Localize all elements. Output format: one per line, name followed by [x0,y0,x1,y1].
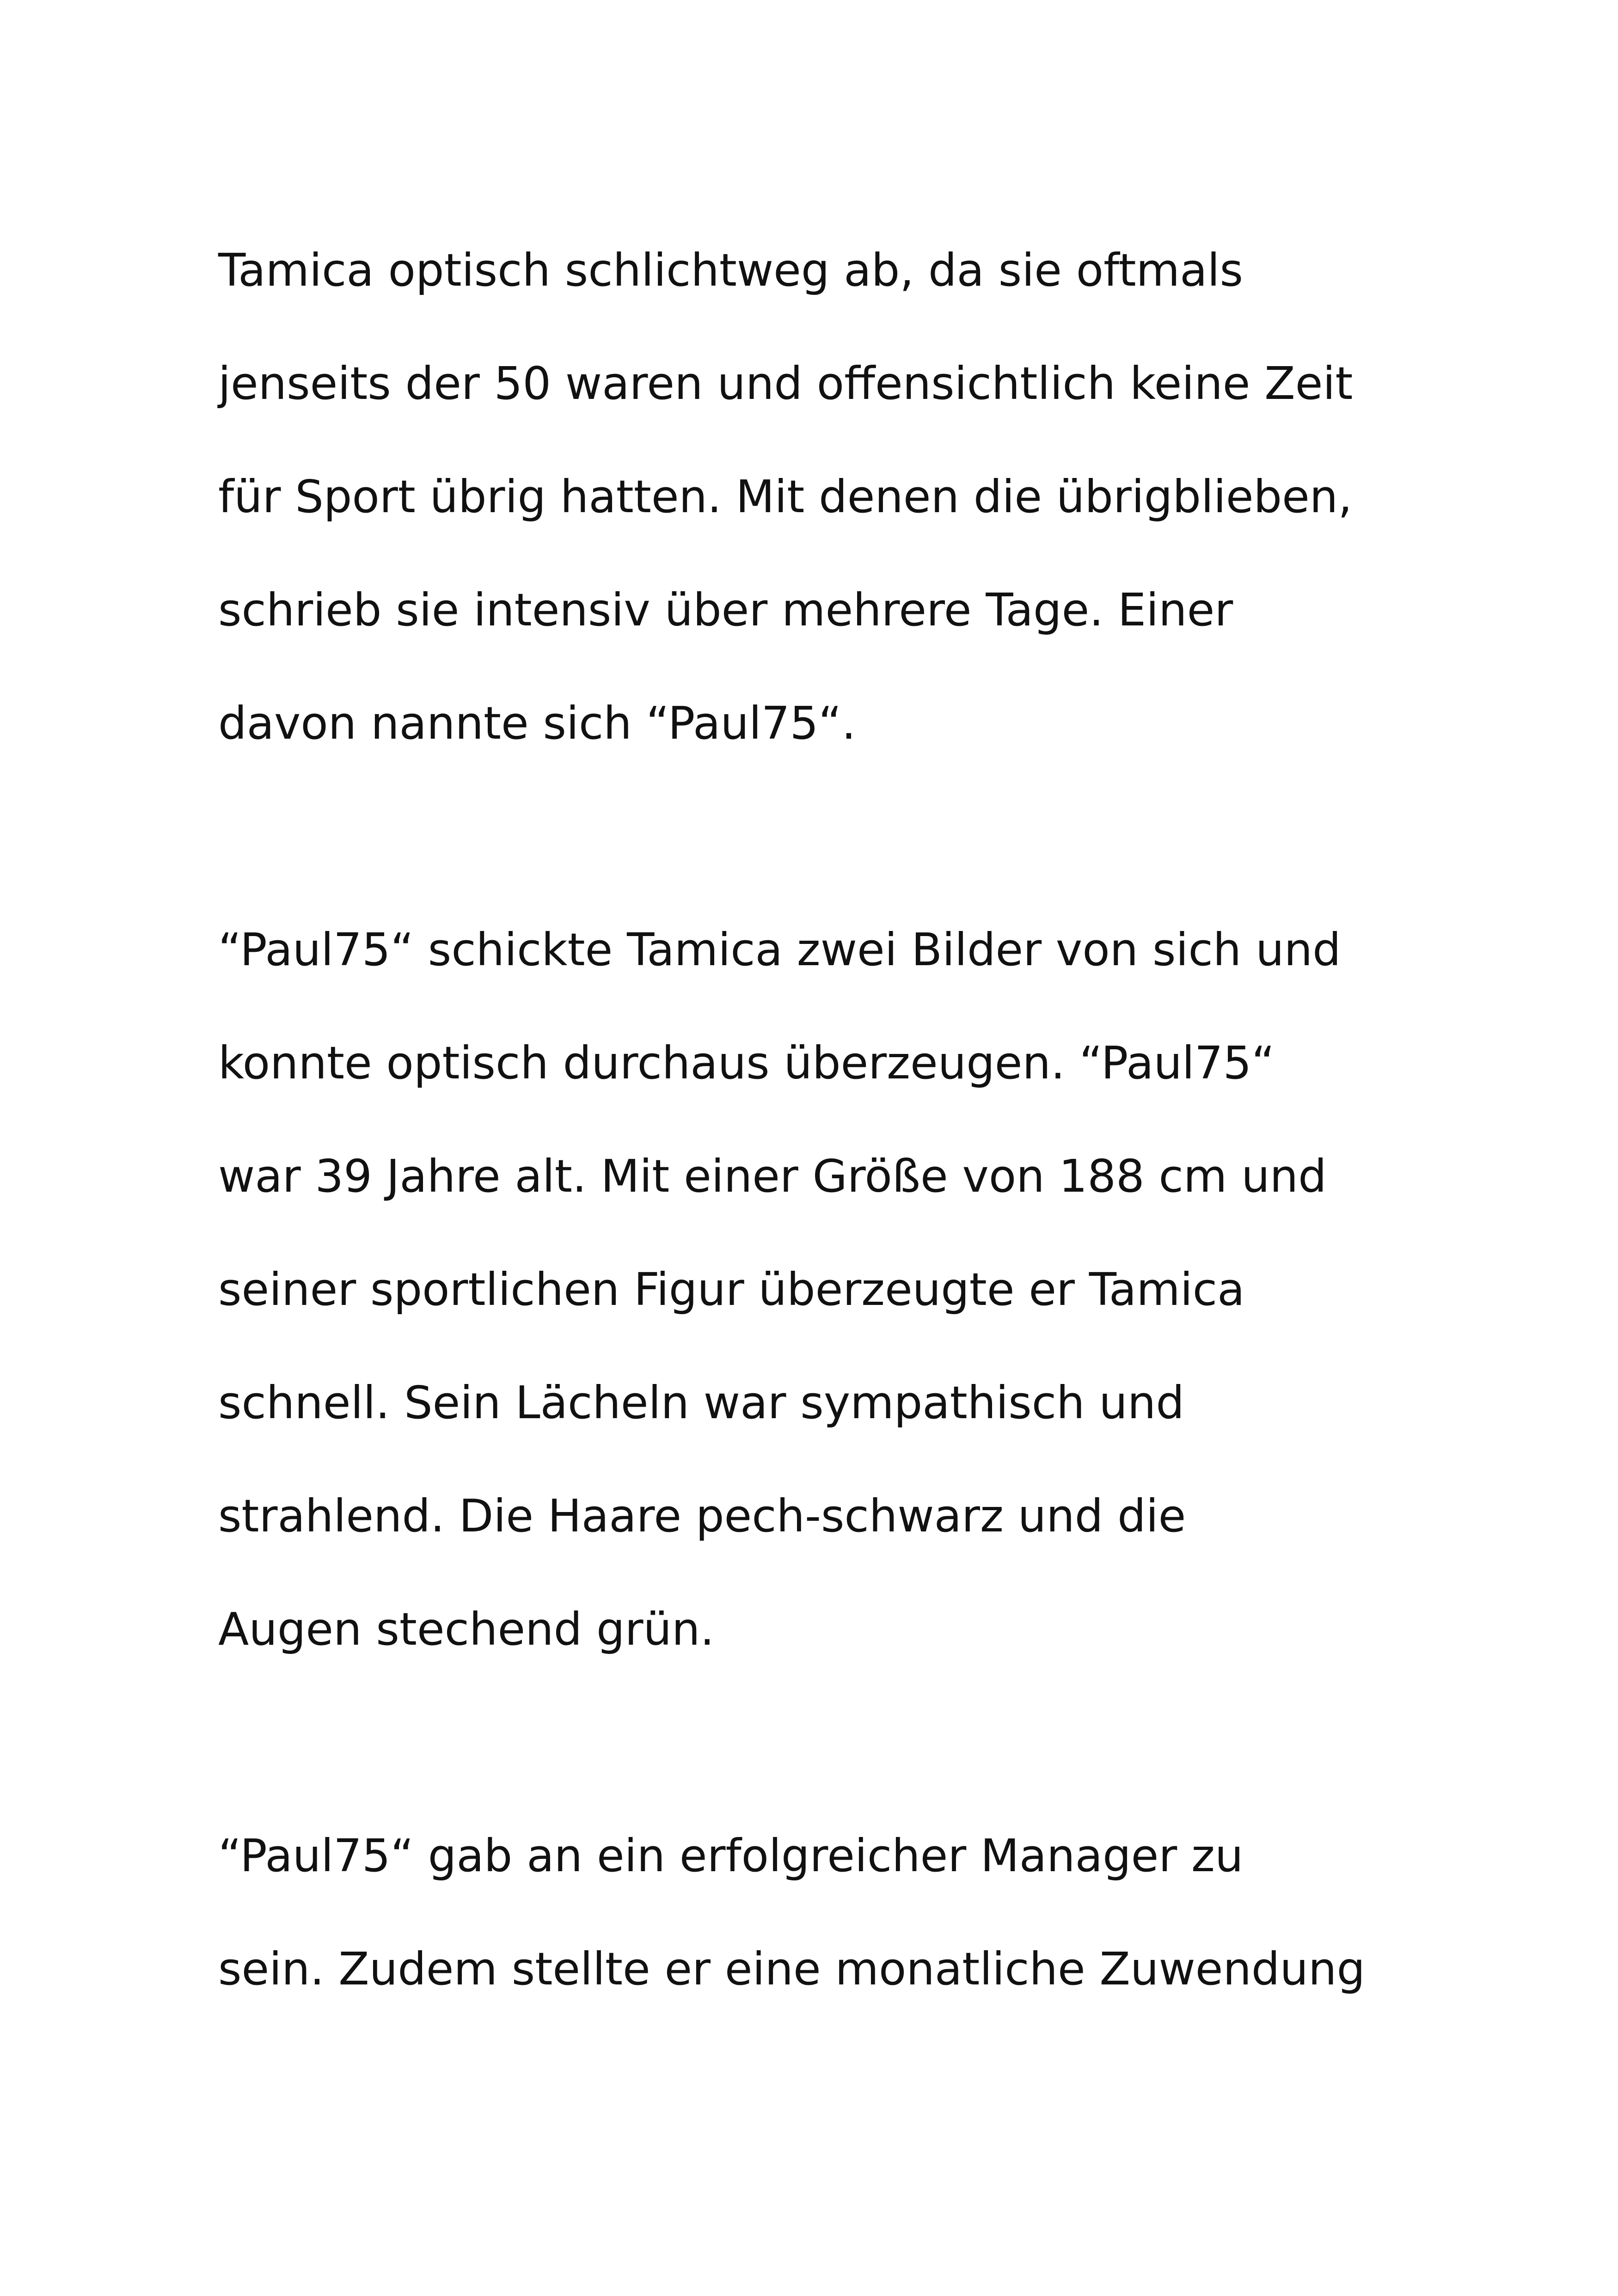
text-column [218,214,1466,2026]
text-line: für Sport übrig hatten. Mit denen die übrigblieben, [218,471,1353,523]
text-line: sein. Zudem stellte er eine monatliche Zuwendung [218,1943,1366,1995]
text-line: Augen stechend grün. [218,1603,715,1655]
text-line: schrieb sie intensiv über mehrere Tage. Einer [218,584,1233,636]
text-line: strahlend. Die Haare pech-schwarz und die [218,1490,1186,1542]
text-line: schnell. Sein Lächeln war sympathisch und [218,1377,1184,1429]
paragraph-3 [218,1799,1466,2026]
text-line: war 39 Jahre alt. Mit einer Größe von 188 cm und [218,1150,1327,1202]
text-line: konnte optisch durchaus überzeugen. “Paul75“ [218,1037,1275,1089]
text-line: jenseits der 50 waren und offensichtlich keine Zeit [218,357,1353,410]
text-line: “Paul75“ schickte Tamica zwei Bilder von sich und [218,924,1341,976]
text-line: davon nannte sich “Paul75“. [218,697,856,749]
paragraph-gap [218,780,1466,893]
text-line: seiner sportlichen Figur überzeugte er Tamica [218,1263,1245,1316]
paragraph-gap [218,1686,1466,1799]
text-line: “Paul75“ gab an ein erfolgreicher Manager zu [218,1830,1244,1882]
paragraph-1 [218,214,1466,780]
text-line: Tamica optisch schlichtweg ab, da sie oftmals [218,244,1244,296]
paragraph-2 [218,893,1466,1686]
